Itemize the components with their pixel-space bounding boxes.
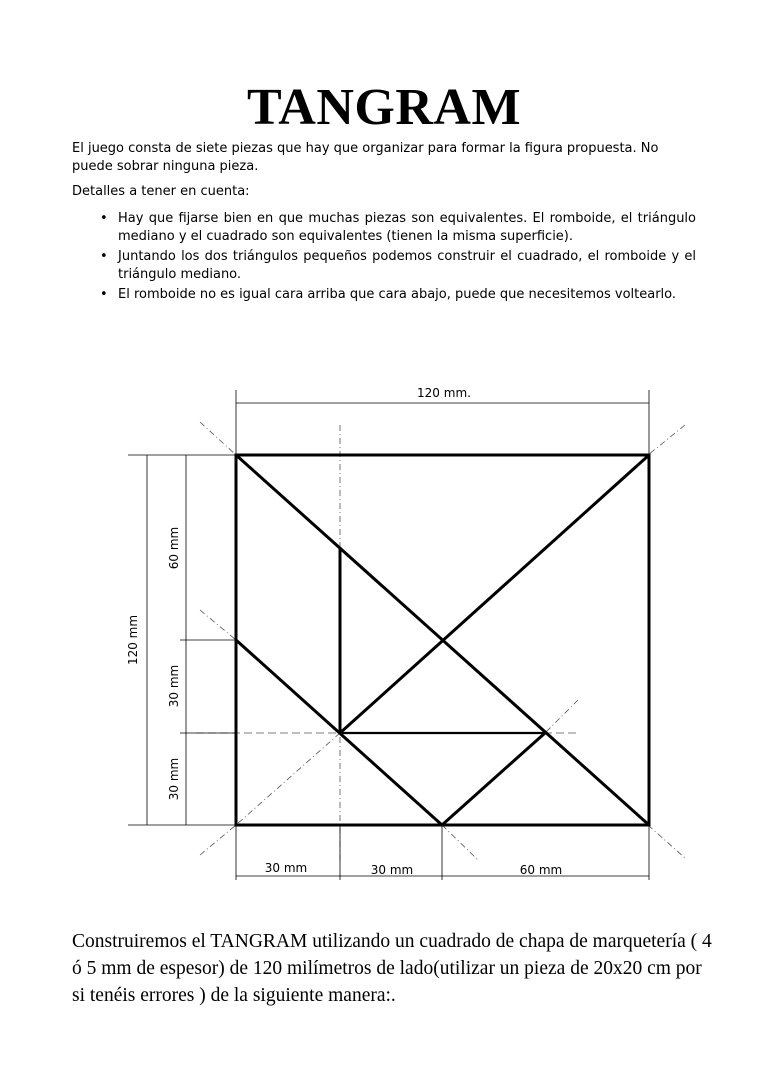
left-total-dimension-label: 120 mm [126,614,140,666]
list-item [98,248,696,284]
list-item [98,210,696,246]
list-item-text: Hay que fijarse bien en que muchas piezas son equivalentes. El romboide, el triángulo mediano y el cuadrado son equivalentes (tienen la misma superficie). [118,211,696,244]
dimension-lines [147,403,649,876]
intro-paragraph: El juego consta de siete piezas que hay que organizar para formar la figura propuesta. No puede sobrar ninguna pieza. [72,141,659,174]
bullet-icon: • [100,211,108,226]
left-30-lower-dimension-label: 30 mm [167,757,181,801]
details-list [98,210,696,306]
bullet-icon: • [100,249,108,264]
bottom-60-dimension-label: 60 mm [519,863,563,877]
list-item-text: El romboide no es igual cara arriba que cara abajo, puede que necesitemos voltearlo. [118,287,677,302]
page-title: TANGRAM [246,79,522,136]
bottom-30-first-dimension-label: 30 mm [264,861,308,875]
details-heading: Detalles a tener en cuenta: [72,184,250,199]
bottom-30-second-dimension-label: 30 mm [370,863,414,877]
top-dimension-label: 120 mm. [417,386,471,400]
bullet-icon: • [100,287,108,302]
extension-lines [128,390,649,880]
tangram-square [236,455,649,825]
tangram-diagram [0,370,768,880]
closing-paragraph: Construiremos el TANGRAM utilizando un cuadrado de chapa de marquetería ( 4 ó 5 mm de espesor) de 120 milímetros de lado(utilizar un pieza de 20x20 cm por si tenéis errores ) de la siguiente manera:. [72,931,712,1006]
list-item-text: Juntando los dos triángulos pequeños podemos construir el cuadrado, el romboide y el triángulo mediano. [118,249,696,282]
list-item [98,286,696,304]
left-60-dimension-label: 60 mm [167,526,181,570]
left-30-upper-dimension-label: 30 mm [167,664,181,708]
